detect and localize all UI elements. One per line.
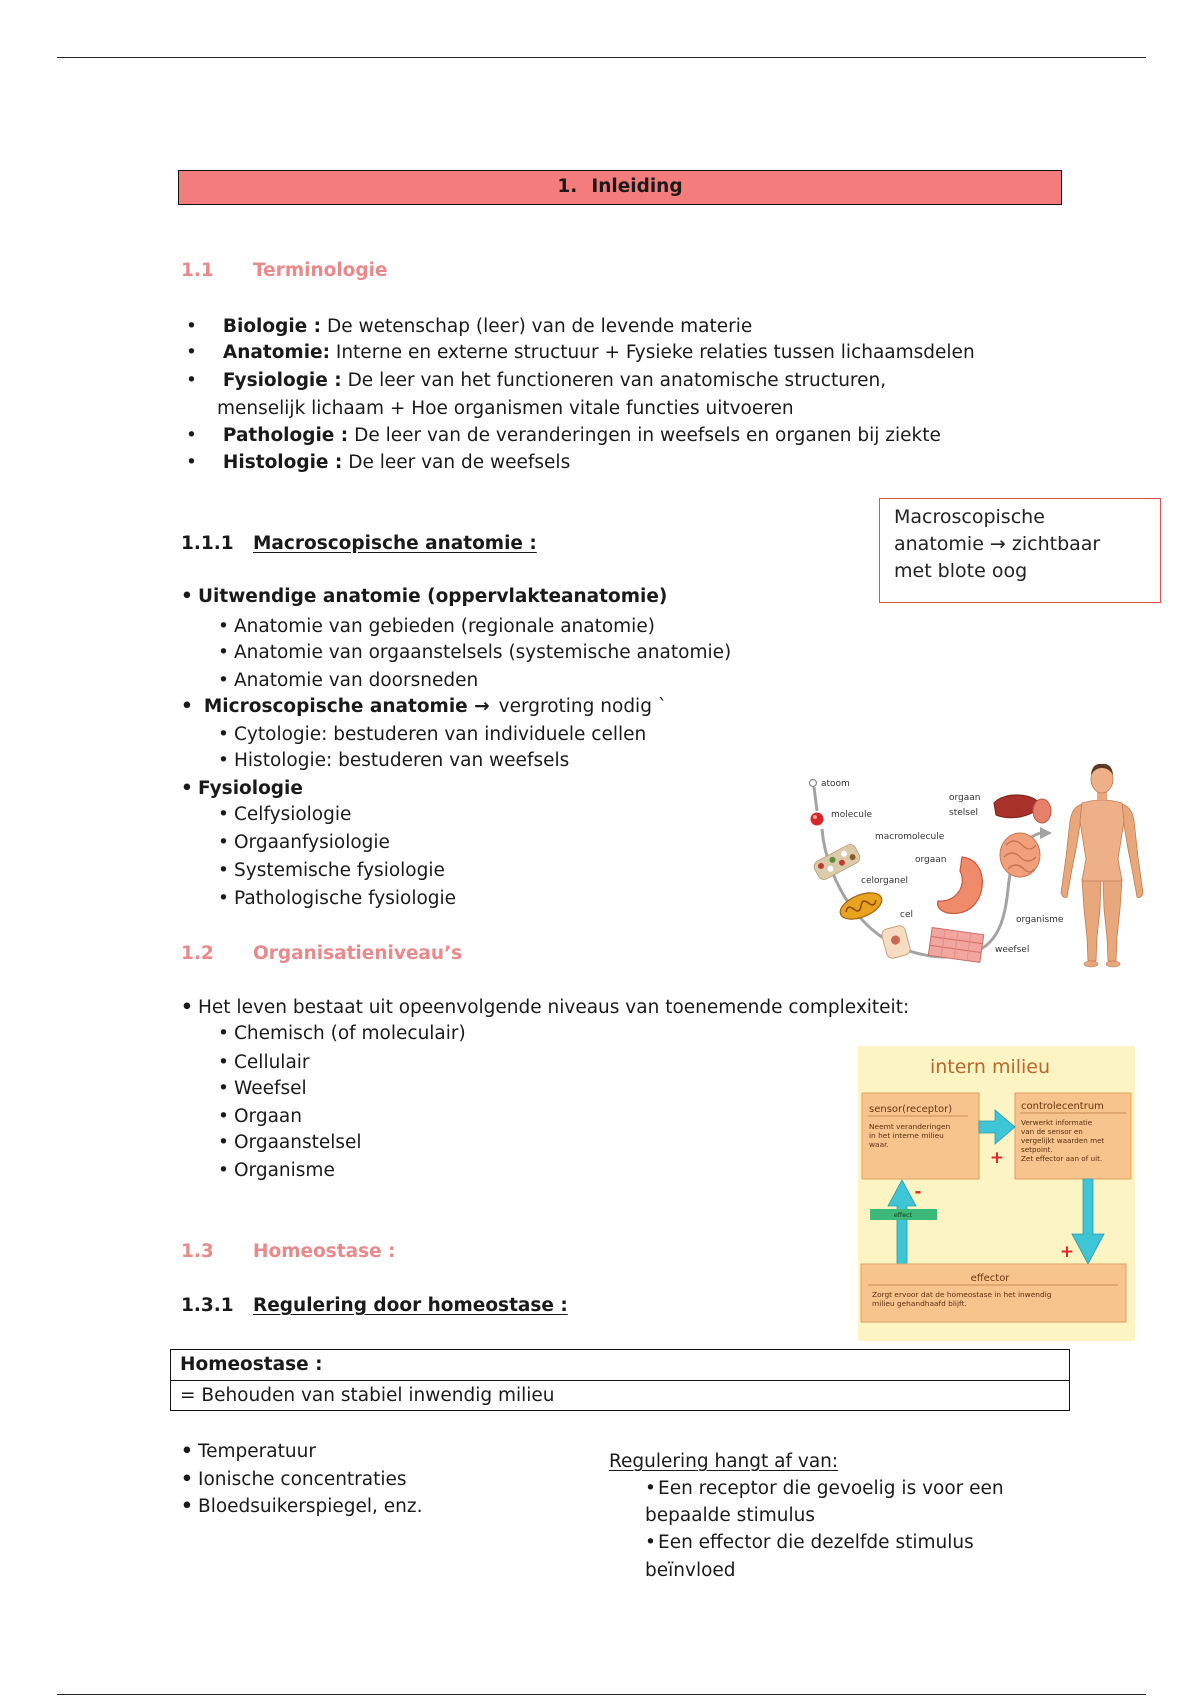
definition-table [170,1349,1070,1411]
term-label: Pathologie : [222,425,349,446]
label-organ: orgaan [915,855,947,865]
homeostasis-diagram [858,1046,1135,1341]
sensor-title: sensor(receptor) [869,1104,953,1115]
section-number: 1.2 [181,943,214,964]
label-cell: cel [900,910,913,920]
chapter-header-bar [178,170,1062,205]
level-item: • Organisme [218,1158,335,1184]
section-title: Organisatieniveau’s [253,943,463,964]
sensor-box [862,1093,979,1179]
label-macromolecule: macromolecule [875,832,945,842]
list-item-fysiologie: • Fysiologie [181,776,303,802]
section-number: 1.3.1 [181,1295,234,1316]
level-item: • Orgaanstelsel [218,1130,362,1156]
list-subitem: • Systemische fysiologie [218,858,445,884]
regulation-title: Regulering hangt af van: [609,1451,839,1472]
sensor-desc-line: in het interne milieu [869,1131,944,1140]
term-definition: De leer van het functioneren van anatomische structuren, [347,370,887,391]
organism-icon [1061,764,1143,967]
list-subitem: • Celfysiologie [218,802,351,828]
levels-intro: • Het leven bestaat uit opeenvolgende niveaus van toenemende complexiteit: [181,995,909,1021]
control-center-desc-line: van de sensor en [1021,1127,1083,1136]
term-label: Biologie : [222,316,322,337]
terminology-item-histologie [186,450,570,476]
organ-icon [938,857,983,914]
level-item: • Weefsel [218,1076,307,1102]
section-1-1-1-heading [181,531,537,557]
macroscopic-callout-box [879,498,1161,603]
control-center-desc-line: vergelijkt waarden met [1021,1136,1105,1145]
list-item-microscopische-anatomie [181,694,667,720]
control-center-box [1015,1093,1131,1179]
list-subitem: • Anatomie van gebieden (regionale anatomie) [218,614,655,640]
section-title: Regulering door homeostase : [253,1295,568,1316]
callout-line: Macroscopische [894,506,1045,528]
section-1-1-heading [181,258,388,284]
effector-desc-line: Zorgt ervoor dat de homeostase in het inwendig [872,1290,1052,1299]
label-atom: atoom [821,779,850,789]
section-1-3-1-heading [181,1293,568,1319]
term-label: Histologie : [222,452,343,473]
regulation-item-continuation: bepaalde stimulus [645,1505,815,1526]
level-item: • Orgaan [218,1104,302,1130]
cell-icon [881,924,912,959]
section-title: Homeostase : [253,1241,396,1262]
sensor-desc-line: Neemt veranderingen [869,1122,951,1131]
section-title: Terminologie [253,260,388,281]
list-subitem: • Anatomie van orgaanstelsels (systemische anatomie) [218,640,731,666]
term-definition: Interne en externe structuur + Fysieke relaties tussen lichaamsdelen [335,342,975,363]
control-center-title: controlecentrum [1021,1101,1104,1112]
effector-title: effector [970,1273,1010,1284]
label-organism: organisme [1016,915,1064,925]
label-molecule: molecule [831,810,873,820]
regulation-item: • Een effector die dezelfde stimulus [645,1530,974,1556]
list-subitem: • Cytologie: bestuderen van individuele cellen [218,722,646,748]
list-subitem: • Histologie: bestuderen van weefsels [218,748,569,774]
top-rule [57,57,1146,58]
example-item: • Bloedsuikerspiegel, enz. [181,1494,422,1520]
control-center-desc-line: setpoint. [1021,1145,1053,1154]
level-connector-arrowhead [1040,827,1052,839]
terminology-item-anatomie [186,340,975,366]
section-number: 1.1.1 [181,533,234,554]
term-definition: De leer van de weefsels [348,452,571,473]
regulation-item-continuation: beïnvloed [645,1560,736,1581]
chapter-title: Inleiding [591,176,683,197]
label-organ-system-line2: stelsel [949,808,978,818]
level-item: • Chemisch (of moleculair) [218,1021,466,1047]
definition-table-text: = Behouden van stabiel inwendig milieu [180,1384,555,1406]
effector-desc-line: milieu gehandhaafd blijft. [872,1299,967,1308]
list-subitem: • Anatomie van doorsneden [218,668,478,694]
effect-bar [870,1209,937,1220]
list-item-label: Microscopische anatomie → [203,696,490,717]
example-item: • Ionische concentraties [181,1467,407,1493]
section-title: Macroscopische anatomie : [253,533,537,554]
terminology-item-biologie [186,314,752,340]
organisation-levels-diagram [804,759,1150,970]
definition-table-heading: Homeostase : [171,1350,1069,1381]
list-subitem: • Orgaanfysiologie [218,830,390,856]
term-label: Fysiologie : [222,370,342,391]
control-center-desc-line: Zet effector aan of uit. [1021,1154,1103,1163]
label-organ-system-line1: orgaan [949,793,981,803]
list-item-uitwendige-anatomie: • Uitwendige anatomie (oppervlakteanatomie) [181,584,667,610]
bottom-rule [57,1694,1146,1695]
term-definition: De wetenschap (leer) van de levende materie [326,316,753,337]
list-item-suffix: vergroting nodig ` [498,696,668,717]
effect-label: effect [893,1211,913,1219]
plus-sign: + [989,1148,1005,1168]
term-definition-continuation: menselijk lichaam + Hoe organismen vitale functies uitvoeren [217,398,794,419]
term-label: Anatomie: [222,342,330,363]
plus-sign: + [1059,1242,1075,1262]
label-tissue: weefsel [995,945,1030,955]
section-number: 1.1 [181,260,214,281]
example-item: • Temperatuur [181,1439,316,1465]
label-organelle: celorganel [861,876,909,886]
section-1-2-heading [181,941,462,967]
chapter-number: 1. [557,176,578,197]
level-item: • Cellulair [218,1050,310,1076]
effector-box [861,1264,1126,1322]
section-number: 1.3 [181,1241,214,1262]
terminology-item-fysiologie [186,368,886,394]
term-definition: De leer van de veranderingen in weefsels en organen bij ziekte [354,425,941,446]
macromolecule-icon [812,842,862,881]
atom-icon [810,780,817,787]
callout-line: anatomie → zichtbaar [894,533,1101,555]
sensor-desc-line: waar. [869,1140,889,1149]
minus-sign: - [914,1182,922,1202]
terminology-item-pathologie [186,423,941,449]
molecule-icon [811,813,824,826]
callout-line: met blote oog [894,560,1028,582]
regulation-item: • Een receptor die gevoelig is voor een [645,1476,1004,1502]
homeostasis-diagram-title: intern milieu [929,1056,1051,1078]
control-center-desc-line: Verwerkt informatie [1021,1118,1093,1127]
section-1-3-heading [181,1239,395,1265]
list-subitem: • Pathologische fysiologie [218,886,456,912]
